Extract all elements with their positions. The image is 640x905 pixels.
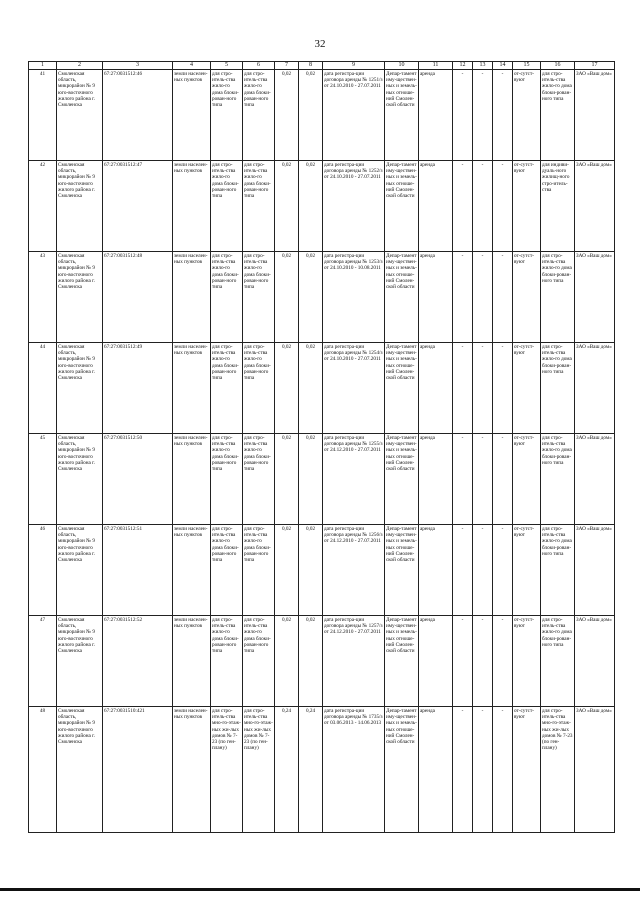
- cell-cad: 67:27:0031512:49: [103, 343, 173, 434]
- cell-cat: земли населен-ных пунктов: [173, 70, 211, 161]
- cell-doc: дата регистра-ции договора аренды № 1256/з от 24.12.2010 - 27.07.2011: [323, 525, 385, 616]
- cell-addr: Смоленская область, микрорайон № 9 юго-восточного жилого района г. Смоленска: [57, 616, 103, 707]
- cell-addr: Смоленская область, микрорайон № 9 юго-восточного жилого района г. Смоленска: [57, 434, 103, 525]
- cell-use2: для стро-итель-ства жило-го дома блоки-рован-ного типа: [243, 161, 275, 252]
- cell-c12: -: [453, 616, 473, 707]
- cell-org: Депар-тамент иму-ществен-ных и земель-ных отноше-ний Смолен-ской области: [385, 343, 419, 434]
- cell-a1: 0,02: [275, 343, 299, 434]
- cell-a2: 0,24: [299, 707, 323, 833]
- cell-a1: 0,02: [275, 525, 299, 616]
- table-row: [29, 616, 615, 707]
- cell-c13: -: [473, 252, 493, 343]
- cell-use1: для стро-итель-ства жило-го дома блоки-рован-ного типа: [211, 525, 243, 616]
- column-header: 16: [541, 62, 575, 70]
- cell-use2: для стро-итель-ства жило-го дома блоки-рован-ного типа: [243, 70, 275, 161]
- cell-doc: дата регистра-ции договора аренды № 1252/з от 24.10.2010 - 27.07.2011: [323, 161, 385, 252]
- cell-doc: дата регистра-ции договора аренды № 1251/з от 24.10.2010 - 27.07.2011: [323, 70, 385, 161]
- cell-owner: ЗАО «Ваш дом»: [575, 252, 615, 343]
- column-header: 17: [575, 62, 615, 70]
- column-header: 10: [385, 62, 419, 70]
- cell-use2: для стро-итель-ства жило-го дома блоки-рован-ного типа: [243, 525, 275, 616]
- cell-cat: земли населен-ных пунктов: [173, 252, 211, 343]
- cell-right: аренда: [419, 707, 453, 833]
- table-row: [29, 434, 615, 525]
- cell-c13: -: [473, 525, 493, 616]
- cell-c12: -: [453, 343, 473, 434]
- cell-cad: 67:27:0031512:51: [103, 525, 173, 616]
- cell-n: 48: [29, 707, 57, 833]
- cell-owner: ЗАО «Ваш дом»: [575, 707, 615, 833]
- column-header: 12: [453, 62, 473, 70]
- cell-c14: -: [493, 70, 513, 161]
- cell-right: аренда: [419, 525, 453, 616]
- cell-org: Депар-тамент иму-ществен-ных и земель-ных отноше-ний Смолен-ской области: [385, 434, 419, 525]
- column-header: 4: [173, 62, 211, 70]
- cell-use3: для стро-итель-ства жило-го дома блоки-рован-ного типа: [541, 252, 575, 343]
- cell-a2: 0,02: [299, 434, 323, 525]
- cell-cad: 67:27:0031510:421: [103, 707, 173, 833]
- cell-addr: Смоленская область, микрорайон № 9 юго-восточного жилого района г. Смоленска: [57, 343, 103, 434]
- cell-use2: для стро-итель-ства жило-го дома блоки-рован-ного типа: [243, 343, 275, 434]
- cell-cad: 67:27:0031512:48: [103, 252, 173, 343]
- cell-c14: -: [493, 707, 513, 833]
- table-row: [29, 252, 615, 343]
- cell-a1: 0,02: [275, 70, 299, 161]
- cell-a1: 0,02: [275, 434, 299, 525]
- cell-addr: Смоленская область, микрорайон № 9 юго-восточного жилого района г. Смоленска: [57, 525, 103, 616]
- cell-owner: ЗАО «Ваш дом»: [575, 616, 615, 707]
- cell-use3: для стро-итель-ства мно-го-этаж-ных жи-лых домов № 7-23 (по ген-плану): [541, 707, 575, 833]
- cell-cad: 67:27:0031512:47: [103, 161, 173, 252]
- cell-n: 45: [29, 434, 57, 525]
- cell-use2: для стро-итель-ства жило-го дома блоки-рован-ного типа: [243, 252, 275, 343]
- cell-n: 43: [29, 252, 57, 343]
- column-header: 8: [299, 62, 323, 70]
- cell-right: аренда: [419, 161, 453, 252]
- cell-a2: 0,02: [299, 525, 323, 616]
- column-header: 14: [493, 62, 513, 70]
- cell-c12: -: [453, 252, 473, 343]
- cell-addr: Смоленская область, микрорайон № 9 юго-восточного жилого района г. Смоленска: [57, 161, 103, 252]
- cell-n: 46: [29, 525, 57, 616]
- bottom-rule: [0, 888, 640, 891]
- cell-a2: 0,02: [299, 70, 323, 161]
- cell-c15: от-сутст-вуют: [513, 525, 541, 616]
- cell-org: Депар-тамент иму-ществен-ных и земель-ных отноше-ний Смолен-ской области: [385, 161, 419, 252]
- cell-a2: 0,02: [299, 161, 323, 252]
- cell-right: аренда: [419, 252, 453, 343]
- cell-use2: для стро-итель-ства жило-го дома блоки-рован-ного типа: [243, 616, 275, 707]
- cell-c15: от-сутст-вуют: [513, 252, 541, 343]
- cell-doc: дата регистра-ции договора аренды № 1257/з от 24.12.2010 - 27.07.2011: [323, 616, 385, 707]
- cell-c13: -: [473, 343, 493, 434]
- cell-addr: Смоленская область, микрорайон № 9 юго-восточного жилого района г. Смоленска: [57, 252, 103, 343]
- cell-c13: -: [473, 70, 493, 161]
- column-header: 13: [473, 62, 493, 70]
- cell-c14: -: [493, 525, 513, 616]
- cell-use3: для стро-итель-ства жило-го дома блоки-рован-ного типа: [541, 434, 575, 525]
- cell-use1: для стро-итель-ства жило-го дома блоки-рован-ного типа: [211, 616, 243, 707]
- cell-c13: -: [473, 434, 493, 525]
- cell-n: 41: [29, 70, 57, 161]
- cell-right: аренда: [419, 70, 453, 161]
- cell-c12: -: [453, 70, 473, 161]
- cell-use2: для стро-итель-ства жило-го дома блоки-рован-ного типа: [243, 434, 275, 525]
- cell-cad: 67:27:0031512:52: [103, 616, 173, 707]
- cell-addr: Смоленская область, микрорайон № 9 юго-восточного жилого района г. Смоленска: [57, 70, 103, 161]
- table-row: [29, 525, 615, 616]
- cell-cat: земли населен-ных пунктов: [173, 434, 211, 525]
- table-row: [29, 70, 615, 161]
- cell-c14: -: [493, 161, 513, 252]
- cell-use3: для индиви-дуаль-ного жилищ-ного стро-итель-ства: [541, 161, 575, 252]
- cell-doc: дата регистра-ции договора аренды № 1255/з от 24.12.2010 - 27.07.2011: [323, 434, 385, 525]
- column-header: 9: [323, 62, 385, 70]
- cell-use3: для стро-итель-ства жило-го дома блоки-рован-ного типа: [541, 343, 575, 434]
- cell-addr: Смоленская область, микрорайон № 9 юго-восточного жилого района г. Смоленска: [57, 707, 103, 833]
- column-header: 7: [275, 62, 299, 70]
- cell-doc: дата регистра-ции договора аренды № 1735/з от 03.06.2013 - 14.06.2013: [323, 707, 385, 833]
- cell-n: 42: [29, 161, 57, 252]
- cell-owner: ЗАО «Ваш дом»: [575, 343, 615, 434]
- cell-right: аренда: [419, 616, 453, 707]
- header-row: [29, 62, 615, 70]
- cell-n: 44: [29, 343, 57, 434]
- cell-owner: ЗАО «Ваш дом»: [575, 434, 615, 525]
- cell-a2: 0,02: [299, 252, 323, 343]
- cell-use3: для стро-итель-ства жило-го дома блоки-рован-ного типа: [541, 616, 575, 707]
- cell-c13: -: [473, 161, 493, 252]
- cell-cad: 67:27:0031512:50: [103, 434, 173, 525]
- cell-c12: -: [453, 161, 473, 252]
- cell-use1: для стро-итель-ства жило-го дома блоки-рован-ного типа: [211, 434, 243, 525]
- cell-cat: земли населен-ных пунктов: [173, 616, 211, 707]
- cell-owner: ЗАО «Ваш дом»: [575, 70, 615, 161]
- cell-cat: земли населен-ных пунктов: [173, 707, 211, 833]
- cell-c15: от-сутст-вуют: [513, 707, 541, 833]
- cell-right: аренда: [419, 434, 453, 525]
- cell-c15: от-сутст-вуют: [513, 161, 541, 252]
- cell-c15: от-сутст-вуют: [513, 70, 541, 161]
- cell-owner: ЗАО «Ваш дом»: [575, 161, 615, 252]
- cell-c13: -: [473, 616, 493, 707]
- cell-cat: земли населен-ных пунктов: [173, 161, 211, 252]
- cell-c12: -: [453, 525, 473, 616]
- cell-a1: 0,02: [275, 616, 299, 707]
- cell-doc: дата регистра-ции договора аренды № 1253/з от 24.10.2010 - 10.08.2011: [323, 252, 385, 343]
- cell-use1: для стро-итель-ства жило-го дома блоки-рован-ного типа: [211, 161, 243, 252]
- cell-c12: -: [453, 707, 473, 833]
- cell-c14: -: [493, 343, 513, 434]
- cell-c15: от-сутст-вуют: [513, 616, 541, 707]
- column-header: 6: [243, 62, 275, 70]
- column-header: 1: [29, 62, 57, 70]
- cell-use1: для стро-итель-ства жило-го дома блоки-рован-ного типа: [211, 343, 243, 434]
- cell-org: Депар-тамент иму-ществен-ных и земель-ных отноше-ний Смолен-ской области: [385, 252, 419, 343]
- cell-use1: для стро-итель-ства жило-го дома блоки-рован-ного типа: [211, 70, 243, 161]
- column-header: 5: [211, 62, 243, 70]
- cell-cad: 67:27:0031512:46: [103, 70, 173, 161]
- column-header: 2: [57, 62, 103, 70]
- cell-c12: -: [453, 434, 473, 525]
- cell-use1: для стро-итель-ства жило-го дома блоки-рован-ного типа: [211, 252, 243, 343]
- cell-use3: для стро-итель-ства жило-го дома блоки-рован-ного типа: [541, 525, 575, 616]
- cell-a1: 0,24: [275, 707, 299, 833]
- cell-c14: -: [493, 252, 513, 343]
- cell-a2: 0,02: [299, 616, 323, 707]
- cell-c15: от-сутст-вуют: [513, 343, 541, 434]
- column-header: 11: [419, 62, 453, 70]
- cell-org: Депар-тамент иму-ществен-ных и земель-ных отноше-ний Смолен-ской области: [385, 707, 419, 833]
- cell-org: Депар-тамент иму-ществен-ных и земель-ных отноше-ний Смолен-ской области: [385, 616, 419, 707]
- cell-doc: дата регистра-ции договора аренды № 1254/з от 24.10.2010 - 27.07.2011: [323, 343, 385, 434]
- cell-n: 47: [29, 616, 57, 707]
- cell-right: аренда: [419, 343, 453, 434]
- cell-cat: земли населен-ных пунктов: [173, 343, 211, 434]
- cell-c14: -: [493, 434, 513, 525]
- cell-use2: для стро-итель-ства мно-го-этаж-ных жи-лых домов № 7-23 (по ген-плану): [243, 707, 275, 833]
- cell-use3: для стро-итель-ства жило-го дома блоки-рован-ного типа: [541, 70, 575, 161]
- cell-owner: ЗАО «Ваш дом»: [575, 525, 615, 616]
- page-number: 32: [314, 38, 326, 50]
- cell-a1: 0,02: [275, 252, 299, 343]
- cell-c14: -: [493, 616, 513, 707]
- cell-c15: от-сутст-вуют: [513, 434, 541, 525]
- table-row: [29, 707, 615, 833]
- land-plots-table: [28, 61, 615, 833]
- cell-org: Депар-тамент иму-ществен-ных и земель-ных отноше-ний Смолен-ской области: [385, 70, 419, 161]
- table-row: [29, 161, 615, 252]
- cell-a1: 0,02: [275, 161, 299, 252]
- cell-cat: земли населен-ных пунктов: [173, 525, 211, 616]
- cell-a2: 0,02: [299, 343, 323, 434]
- cell-org: Депар-тамент иму-ществен-ных и земель-ных отноше-ний Смолен-ской области: [385, 525, 419, 616]
- cell-use1: для стро-итель-ства мно-го-этаж-ных жи-лых домов № 7-23 (по ген-плану): [211, 707, 243, 833]
- cell-c13: -: [473, 707, 493, 833]
- column-header: 15: [513, 62, 541, 70]
- column-header: 3: [103, 62, 173, 70]
- table-row: [29, 343, 615, 434]
